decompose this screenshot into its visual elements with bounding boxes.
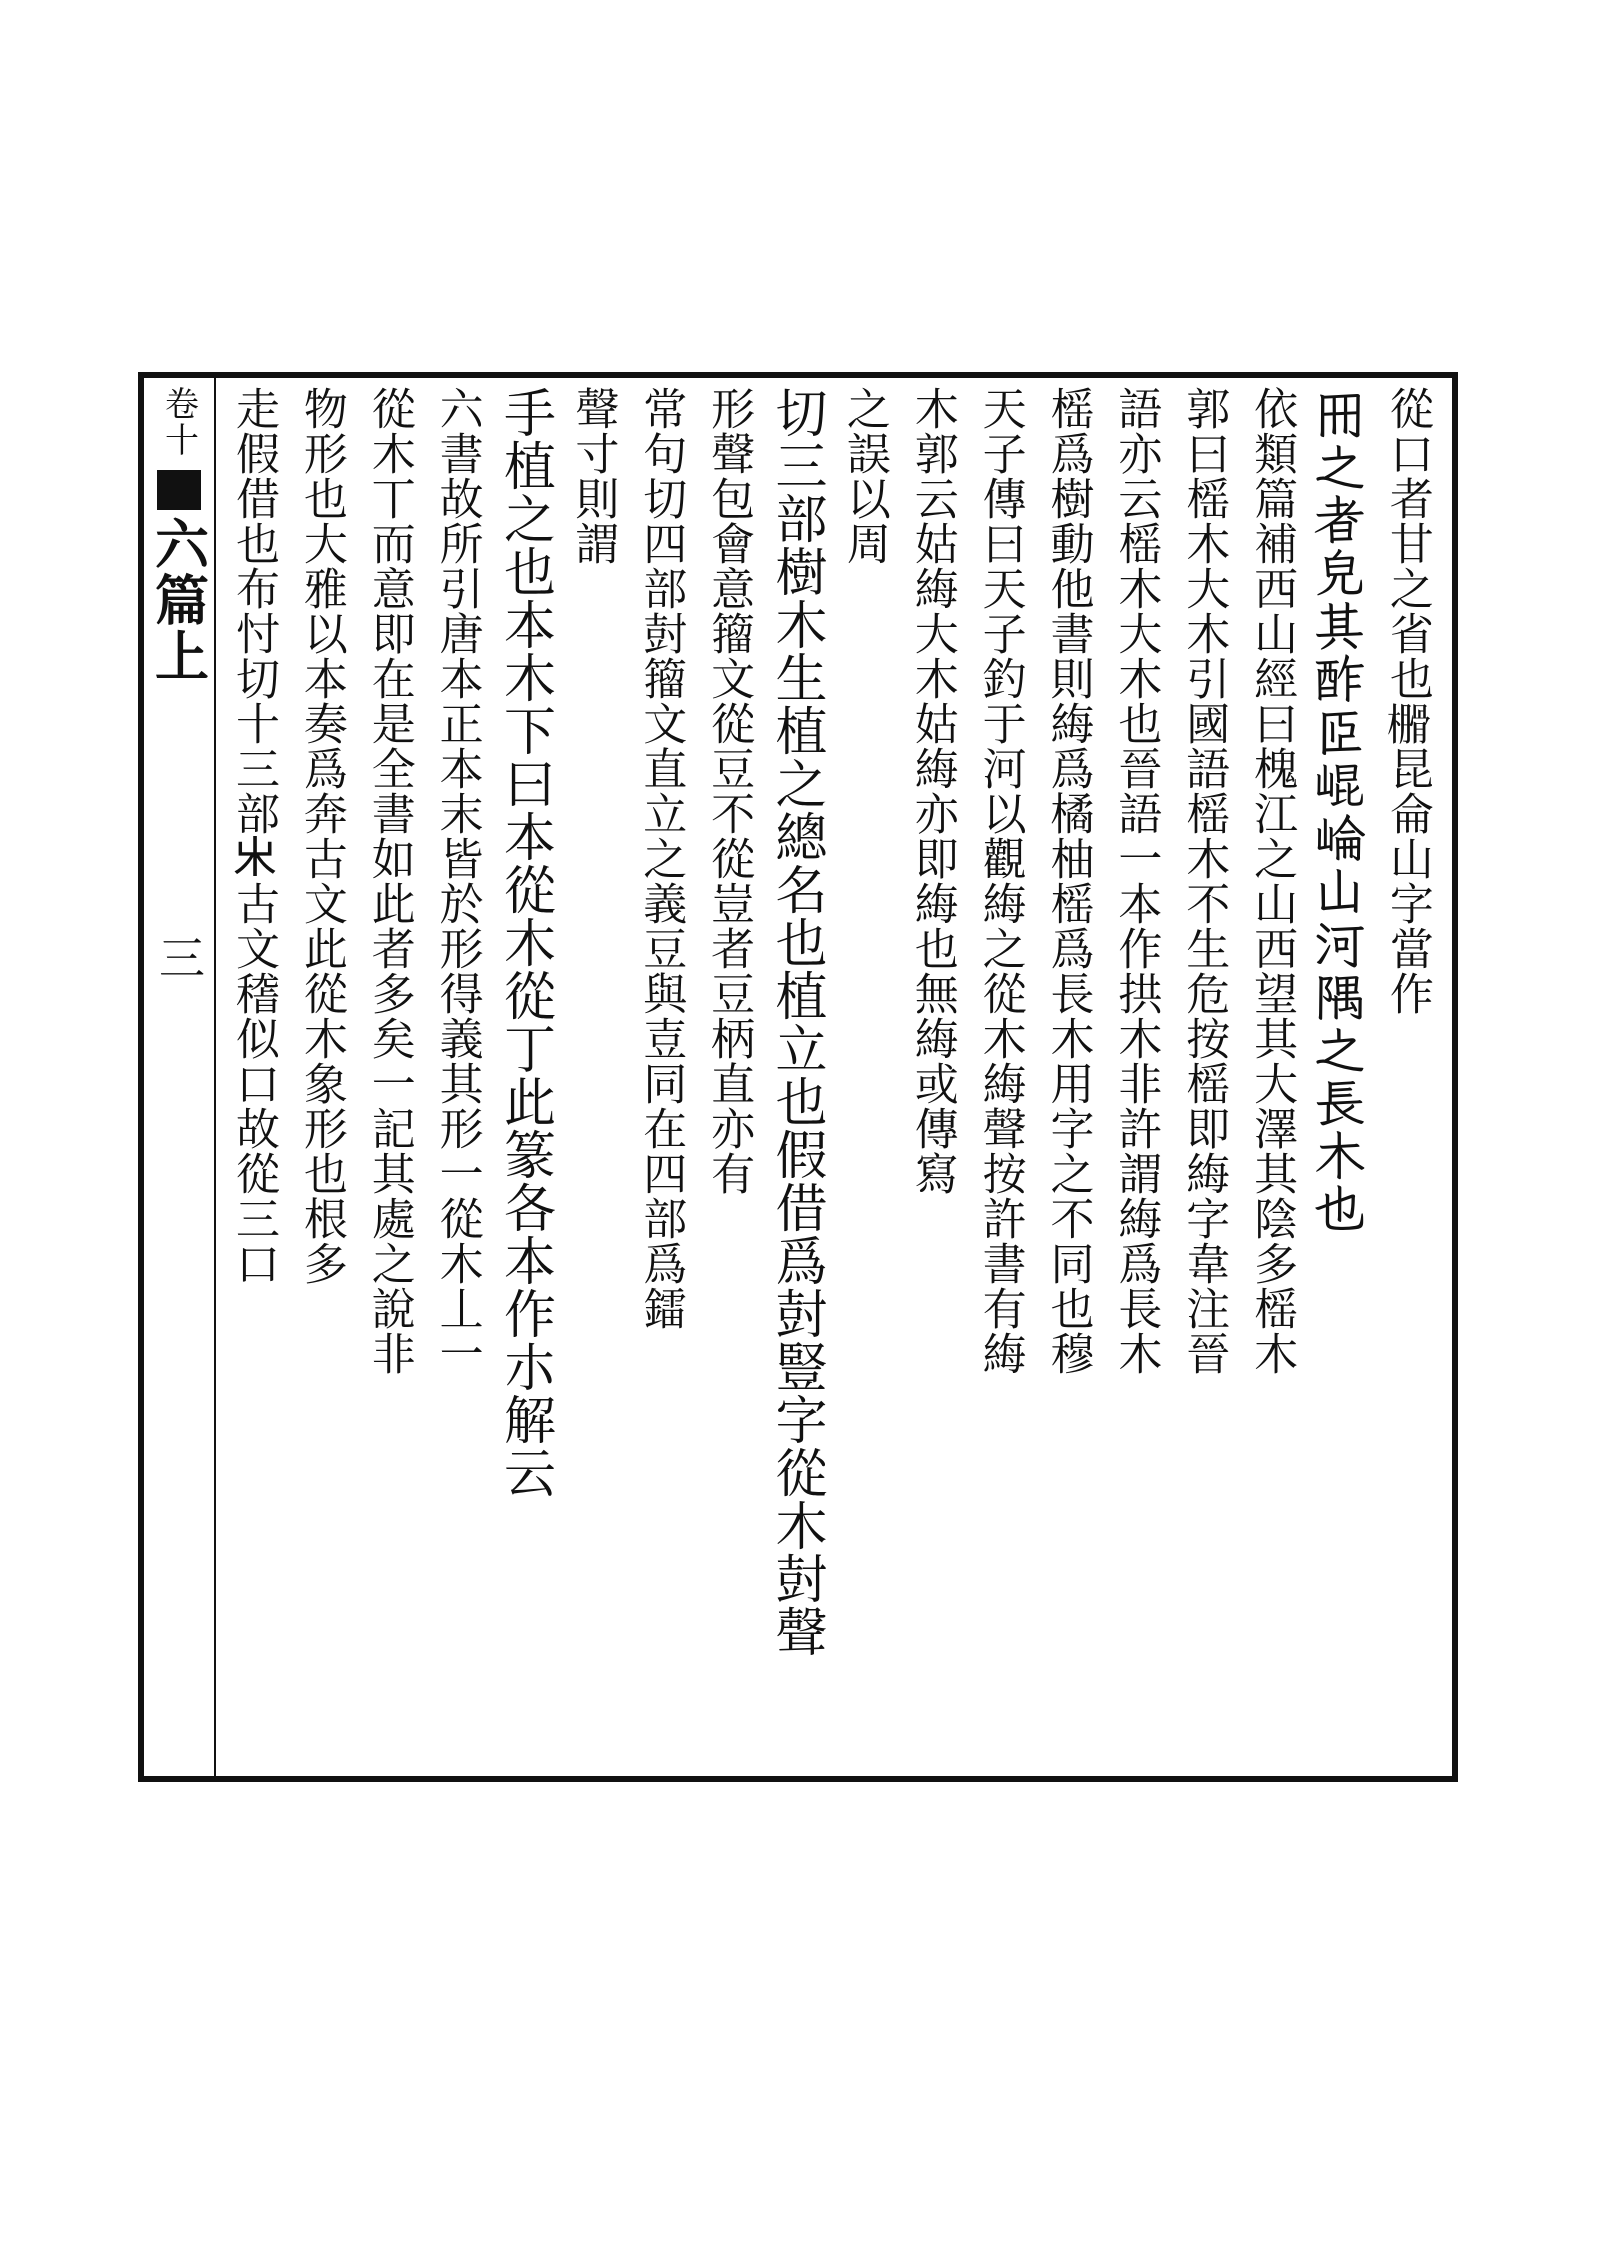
margin-divider [214,378,216,1776]
text-column: 木郭云姑䋦大木姑䋦亦即䋦也無䋦或傳寫 [906,386,958,1196]
text-column: 常句切四部尌籀文直立之義豆與壴同在四部爲鐳 [635,386,687,1331]
main-text [222,386,1438,1768]
text-column: 依類篇補西山經曰槐江之山西望其大澤其陰多榣木 [1246,386,1298,1376]
text-column: 六書故所引唐本正本末皆於形得義其形一從木丄一 [431,386,483,1376]
text-column: 天子傳曰天子釣于河以觀䋦之從木䋦聲按許書有䋦 [974,386,1026,1376]
text-column: 走假借也布忖切十三部𣎵古文𥡴似口故從三口 [228,386,279,1286]
text-column: 手植之也本木下曰本從木從丁此篆各本作朩解云 [494,386,555,1499]
text-column: 從木丅而意即在是全書如此者多矣一記其處之說非 [363,386,415,1376]
fish-tail-mark [157,470,201,510]
text-column: 從口者甘之省也𣝗昆侖山字當作 [1381,386,1433,1016]
text-column: 切三部樹木生植之總名也植立也假借爲尌豎字從木尌聲 [766,386,826,1658]
text-column: 榣爲樹動他書則䋦爲橘柚榣爲長木用字之不同也穆 [1042,386,1094,1376]
page-number: 三 [152,934,206,980]
text-column: 語亦云榣木大木也晉語一本作拱木非許謂䋦爲長木 [1110,386,1162,1376]
text-column: 之誤以周 [838,386,890,566]
text-column: 物形也大雅以本奏爲奔古文此從木象形也根多 [295,386,347,1286]
text-column: 形聲包會意籀文從豆不從豈者豆柄直亦有 [703,386,755,1196]
text-column: 聲寸則謂 [567,386,619,566]
juan-number: 卷十 [158,386,199,458]
margin-column [146,386,211,1768]
text-column: 郭曰榣木大木引國語榣木不生危按榣即䋦字韋注晉 [1178,386,1230,1376]
page-frame [138,372,1458,1782]
section-title: 六篇上 [146,516,211,684]
text-column: 𠕁之者皃其酢𦣝崐崘山河隅之長木也 [1309,386,1369,1234]
